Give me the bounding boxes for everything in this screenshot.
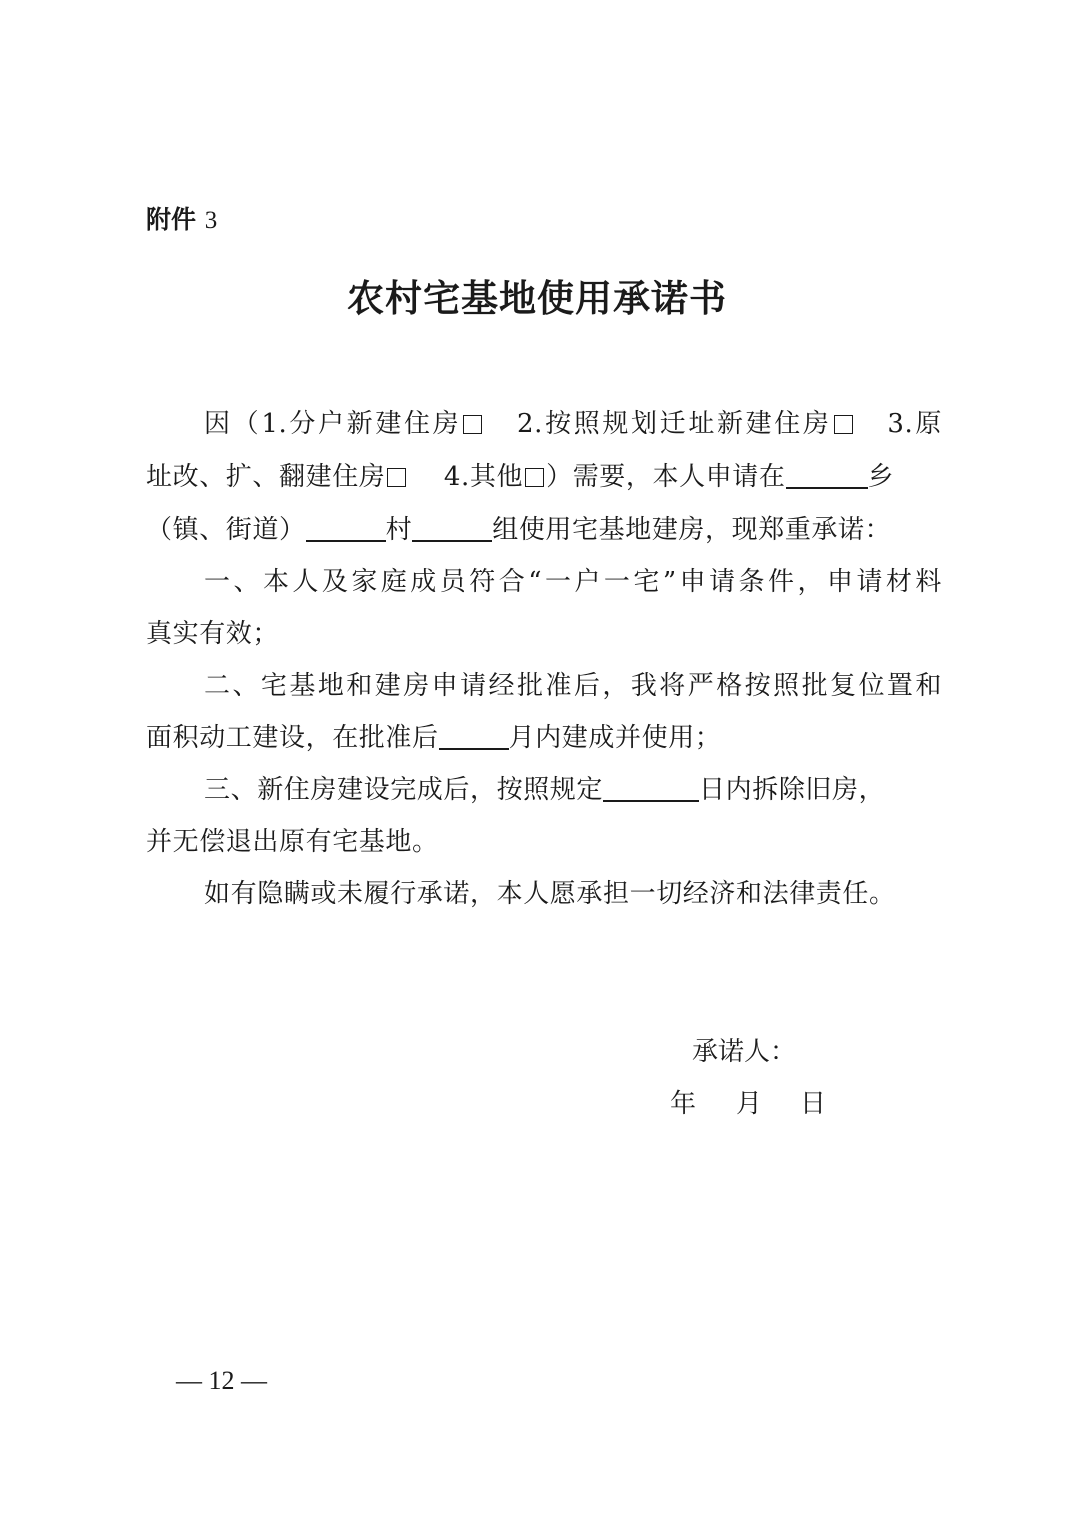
checkbox-opt3[interactable] bbox=[387, 468, 406, 487]
closing-statement: 如有隐瞒或未履行承诺，本人愿承担一切经济和法律责任。 bbox=[204, 879, 896, 909]
day-label: 日 bbox=[800, 1089, 827, 1119]
promisor-label: 承诺人： bbox=[692, 1037, 797, 1067]
promise1-line2: 真实有效； bbox=[146, 619, 280, 649]
document-title: 农村宅基地使用承诺书 bbox=[347, 276, 727, 320]
page-number: — 12 — bbox=[176, 1366, 267, 1395]
months-blank[interactable] bbox=[439, 720, 509, 750]
checkbox-opt4[interactable] bbox=[525, 468, 544, 487]
township-blank[interactable] bbox=[786, 459, 868, 489]
days-blank[interactable] bbox=[603, 772, 699, 802]
village-blank[interactable] bbox=[412, 512, 492, 542]
checkbox-opt2[interactable] bbox=[834, 415, 853, 434]
attachment-label: 附件 3 bbox=[146, 205, 218, 234]
promise2-line2: 面积动工建设，在批准后 月内建成并使用； bbox=[146, 712, 942, 764]
promise2-line1: 二、宅基地和建房申请经批准后，我将严格按照批复位置和 bbox=[204, 671, 942, 701]
month-label: 月 bbox=[736, 1089, 763, 1119]
paragraph1-line1: 因（1.分户新建住房 2.按照规划迁址新建住房 3.原 bbox=[204, 409, 943, 439]
town-street-blank[interactable] bbox=[306, 512, 386, 542]
paragraph1-line2: 址改、扩、翻建住房 4.其他 ）需要，本人申请在 乡 bbox=[146, 451, 942, 503]
paragraph1-line3: （镇、街道） 村 组使用宅基地建房，现郑重承诺： bbox=[146, 504, 942, 556]
promise1-line1: 一、本人及家庭成员符合“一户一宅”申请条件，申请材料 bbox=[204, 567, 942, 597]
promise3-line1: 三、新住房建设完成后，按照规定 日内拆除旧房， bbox=[204, 764, 942, 816]
year-label: 年 bbox=[670, 1089, 697, 1119]
promise3-line2: 并无偿退出原有宅基地。 bbox=[146, 827, 439, 857]
checkbox-opt1[interactable] bbox=[463, 415, 482, 434]
